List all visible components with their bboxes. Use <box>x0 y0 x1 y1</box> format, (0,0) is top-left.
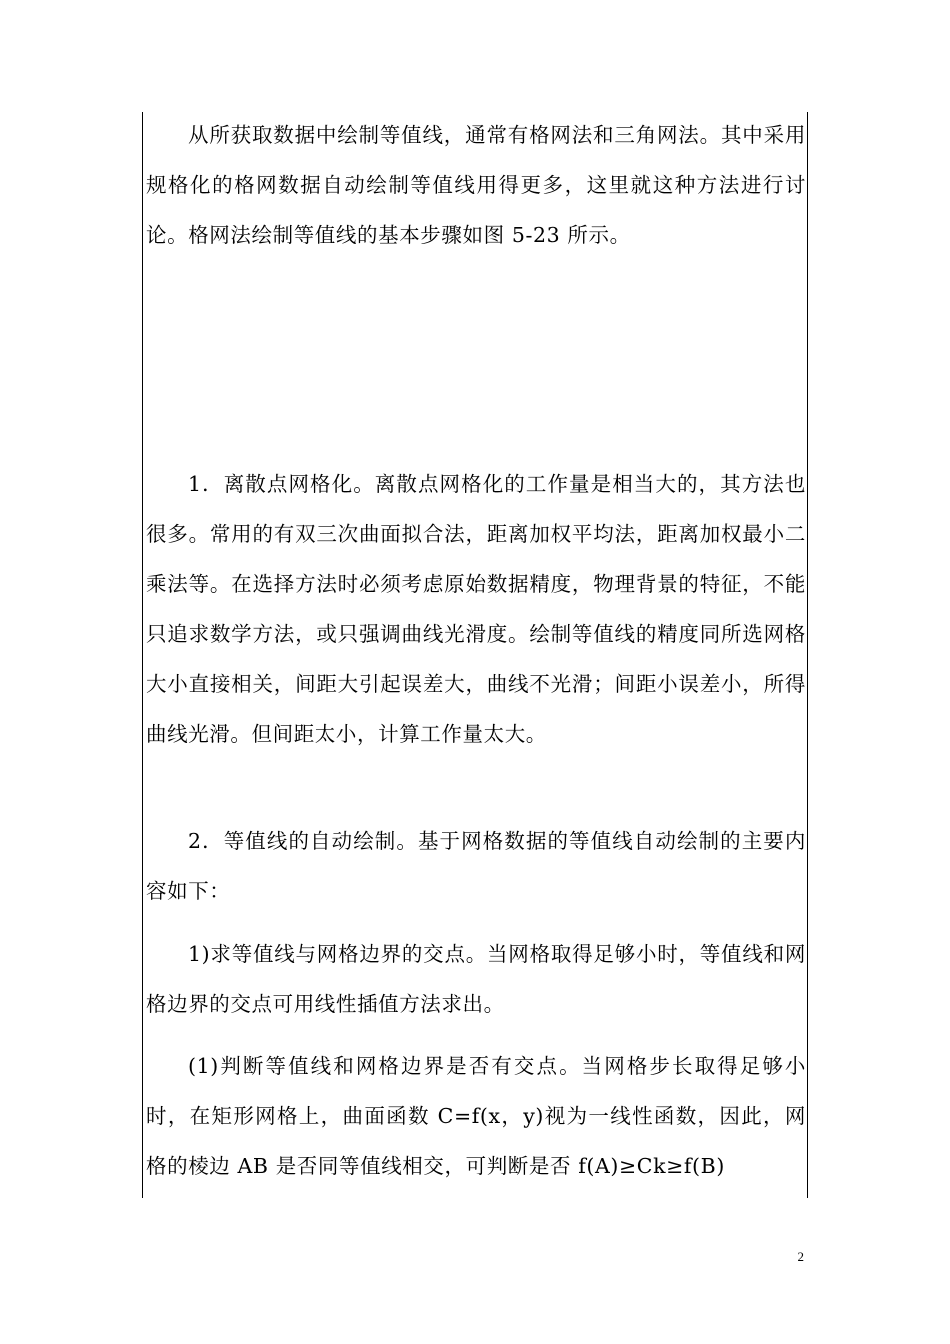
paragraph-gridding: 1．离散点网格化。离散点网格化的工作量是相当大的，其方法也很多。常用的有双三次曲面拟合法，距离加权平均法，距离加权最小二乘法等。在选择方法时必须考虑原始数据精度，物理背景的特征，不能只追求数学方法，或只强调曲线光滑度。绘制等值线的精度同所选网格大小直接相关，间距大引起误差大，曲线不光滑；间距小误差小，所得曲线光滑。但间距太小，计算工作量太大。 <box>146 472 806 746</box>
paragraph-intro: 从所获取数据中绘制等值线，通常有格网法和三角网法。其中采用规格化的格网数据自动绘制等值线用得更多，这里就这种方法进行讨论。格网法绘制等值线的基本步骤如图 5-23 所示。 <box>146 123 806 247</box>
page-number: 2 <box>797 1249 804 1264</box>
paragraph-judge-intersection: (1)判断等值线和网格边界是否有交点。当网格步长取得足够小时，在矩形网格上，曲面函数 C=f(x，y)视为一线性函数，因此，网格的棱边 AB 是否同等值线相交，可判断是否 f(A)≥Ck≥f(B) <box>146 1054 806 1178</box>
paragraph-intersection: 1)求等值线与网格边界的交点。当网格取得足够小时，等值线和网格边界的交点可用线性插值方法求出。 <box>146 942 806 1016</box>
paragraph-auto-drawing: 2．等值线的自动绘制。基于网格数据的等值线自动绘制的主要内容如下： <box>146 829 806 903</box>
